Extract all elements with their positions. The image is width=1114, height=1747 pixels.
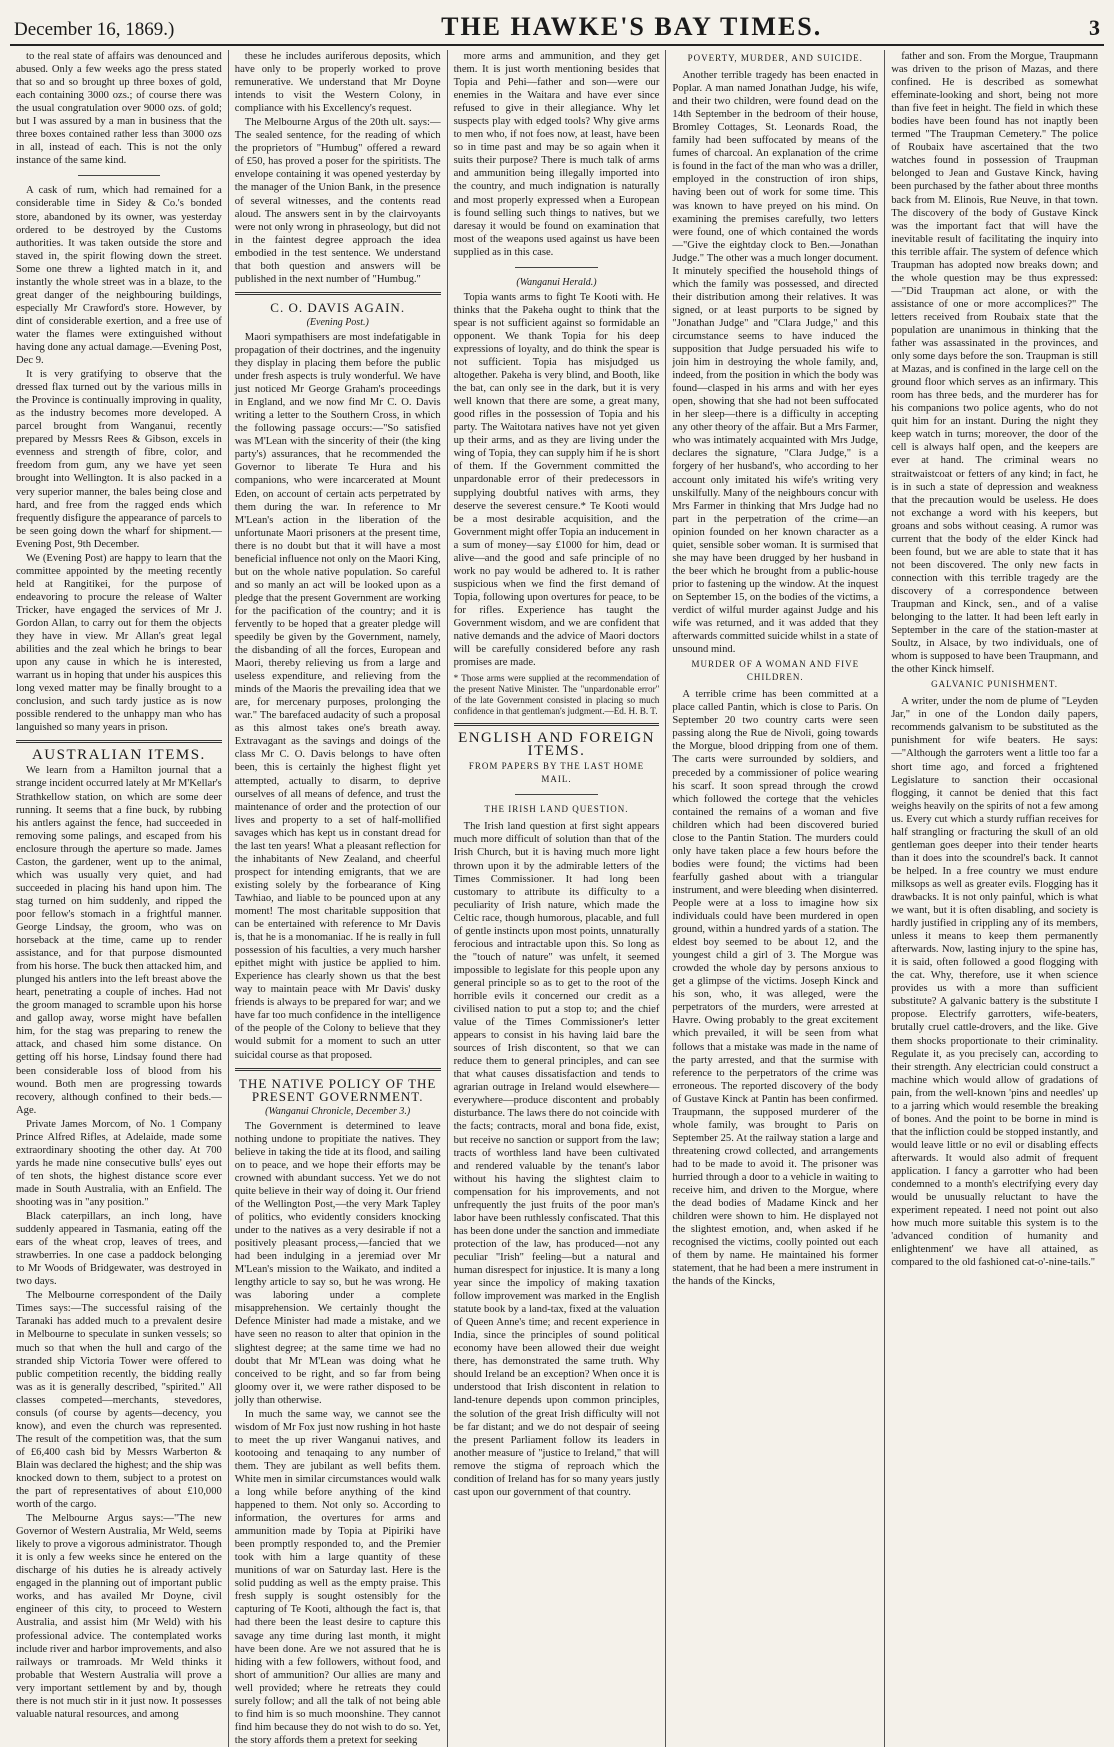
article-paragraph: The Government is determined to leave nothing undone to propitiate the natives. They believe in taking the tide at its flood, and sailing on to peace, and we hope their efforts may be crowned with abundant success. Yet we do not quite believe in their way of doing it. Our friend of the Wellington Post,—the very Mark Tapley of politics, who evidently considers knocking under to the natives as a very desirable if not a positively pleasant process,—fancied that we had been indulging in a jeremiad over Mr M'Lean's mission to the Waikato, and indited a lengthy article to say so, but he was wrong. He was laboring under a complete misapprehension. We certainly thought the Defence Minister had made a mistake, and we have seen no reason to alter that opinion in the slightest degree; at the same time we had no doubt that Mr M'Lean was doing what he conceived to be right, and so far from being gloomy over it, we were rather disposed to be jolly than otherwise.	[234, 1120, 441, 1406]
article-paragraph: Maori sympathisers are most indefatigable in propagation of their doctrines, and the ingenuity they display in placing them before the public under fresh aspects is truly wonderful. We have just noticed Mr George Graham's proceedings in England, and we now find Mr C. O. Davis writing a letter to the Southern Cross, in which the following passage occurs:—"So satisfied was M'Lean with the sincerity of their (the king party's) assurances, that he recommended the Governor to liberate Te Hura and his companions, who were incarcerated at Mount Eden, on account of certain acts perpetrated by them during the war. In reference to Mr M'Lean's action in the liberation of the unfortunate Maori prisoners at the present time, there is no doubt but that it will have a most beneficial influence not only on the Maori King, but on the whole native population. So careful and so manly an act will be looked upon as a pledge that the present Government are working for the pacification of the country; and it is fervently to be hoped that a greater pledge will speedily be given by the Government, namely, the disbanding of all the forces, European and Maori, thereby relieving us from a large and useless expenditure, and relieving from the minds of the Maoris the prevailing idea that we are, for mercenary purposes, prolonging the war." The barefaced audacity of such a proposal as this almost takes one's breath away. Extravagant as the savings and doings of the class Mr C. O. Davis belongs to have often been, this is certainly the highest flight yet attempted, actually to disarm, to deprive ourselves of all means of defence, and trust the maintenance of order and the protection of our lives and property to a set of half-mollified savages which has kept us in constant dread for the last ten years! What a pleasant reflection for the inhabitants of New Zealand, and cheerful prospect for intending emigrants, that we are existing solely by the forbearance of King Tawhiao, and liable to be pounced upon at any moment! The most charitable supposition that can be entertained with reference to Mr Davis is, that he is a monomaniac. If he is really in full possession of his faculties, a very much harsher epithet might with justice be applied to him. Experience has clearly shown us that the best way to maintain peace with Mr Davis' dusky friends is always to be prepared for war; and we have far too much confidence in the intelligence of the people of the Colony to believe that they would submit for a moment to such an utter suicidal course as that proposed.	[234, 331, 441, 1061]
section-subheading: FROM PAPERS BY THE LAST HOME MAIL.	[468, 761, 645, 785]
section-rule	[235, 1068, 441, 1071]
column-5	[885, 50, 1104, 1747]
masthead	[10, 6, 1104, 46]
section-heading: THE NATIVE POLICY OF THE PRESENT GOVERNMENT.	[239, 1075, 437, 1104]
article-paragraph: Private James Morcom, of No. 1 Company Prince Alfred Rifles, at Adelaide, made some extraordinary shooting the other day. At 700 yards he made nine consecutive bulls' eyes out of ten shots, the highest distance score ever made in South Australia, with an Enfield. The shooting was in "any position."	[16, 1118, 222, 1208]
article-paragraph: more arms and ammunition, and they get them. It is just worth mentioning besides that Topia and Pehi—father and son—were our enemies in the Waitara and have ever since refused to give in their allegiance. Why let suspects play with edged tools? Why give arms to men who, if not foes now, at least, have been so in time past and may be so again when it suits their purpose? There is much talk of arms and ammunition being illegally imported into the country, and much indignation is naturally and most properly expressed when a European is found selling such things to natives, but we daresay it would be found on examination that most of the weapons used against us have been supplied as in this case.	[453, 51, 660, 258]
section-rule	[16, 740, 222, 743]
section-rule	[235, 292, 441, 295]
section-divider	[515, 794, 597, 795]
article-paragraph: The Irish land question at first sight appears much more difficult of solution than that of the Irish Church, but it is having much more light thrown upon it by the admirable letters of the Times Commissioner. It had long been customary to attribute its difficulty to a peculiarity of Irish nature, which made the Celtic race, though humorous, placable, and full of gentle instincts upon most points, unnaturally ferocious and intractable upon this. So long as the "touch of nature" was unfelt, it seemed impossible to legislate for this people upon any general principle so as to get to the root of the horrible evils it concerned our credit as a civilised nation to put a stop to; and the chief value of the Times Commissioner's letter appears to consist in his having laid bare the sources of Irish discontent, so that we can reduce them to general principles, and can see that what causes dissatisfaction and tends to agrarian outrage in Ireland would elsewhere—everywhere—produce discontent and probably disturbance. The laws there do not coincide with the facts; contracts, moral and bona fide, exist, but receive no sanction or support from the law; tracts of worthless land have been cultivated and rendered valuable by the tenant's labor without his having the slightest claim to compensation for his improvements, and not unfrequently the just fruits of the poor man's labor have been ruthlessly confiscated. That this has been done under the sanction and immediate protection of the law, has produced—not any peculiar "Irish" feeling—but a natural and human disrespect for injustice. It is many a long year since the impolicy of making taxation follow improvement was marked in the English statute book by a land-tax, fixed at the valuation of Queen Anne's time; and recent experience in India, since the principles of sound political economy have been allowed their due weight there, has demonstrated the same truth. Why should Ireland be an exception? When once it is understood that Irish discontent in relation to land-tenure depends upon common principles, the solution of the great Irish difficulty will not be far distant; and we do not despair of seeing the present Parliament follow its leaders in another measure of "justice to Ireland," that will remove the stigma of reproach which the condition of Ireland has for so many years justly cast upon our government of that country.	[453, 821, 660, 1498]
column-1	[10, 50, 229, 1747]
article-paragraph: In much the same way, we cannot see the wisdom of Mr Fox just now rushing in hot haste to meet the up river Wanganui natives, and kootooing and tenaqaing to any number of them. They are jubilant as well befits them. White men in similar circumstances would walk a long while before anything of the kind happened to them. Not only so. According to information, the overtures for arms and ammunition made by Topia at Pipiriki have been promptly responded to, and the Premier took with him a large quantity of these munitions of war on Saturday last. Here is the solid pudding as well as the empty praise. This fresh supply is sought ostensibly for the capturing of Te Kooti, although the fact is, that had there been the least desire to capture this savage any time during last month, it might have been done. Are we not assured that he is hiding with a few followers, without food, and short of ammunition? Our allies are many and well provided; where he retreats they could surely follow; and all the talk of not being able to find him is so much moonshine. They cannot find him because they do not wish to do so. Yet, the story affords them a pretext for seeking	[234, 1408, 441, 1746]
column-3	[448, 50, 667, 1747]
section-heading: AUSTRALIAN ITEMS.	[31, 747, 206, 764]
article-columns	[10, 50, 1104, 1746]
section-divider	[515, 267, 597, 268]
article-source: (Wanganui Herald.)	[516, 276, 597, 288]
article-paragraph: It is very gratifying to observe that the dressed flax turned out by the various mills in the Province is continually improving in quality, as the industry becomes more developed. A parcel brought from Wanganui, recently prepared by Messrs Rees & Gibson, excels in evenness and strength of fibre, color, and freedom from gum, any we have yet seen brought into Wellington. It is also packed in a very superior manner, the bales being close and hard, and free from the ragged ends which frequently disfigure the appearance of parcels to be seen going down the wharf for shipment.—Evening Post, 9th December.	[16, 369, 222, 550]
article-paragraph: We (Evening Post) are happy to learn that the committee appointed by the meeting recently held at Rangitikei, for the purpose of endeavoring to procure the release of Walter Tricker, have engaged the services of Mr J. Gordon Allan, to carry out for them the objects they have in view. Mr Allan's great legal abilities and the zeal which he brings to bear upon any cause in which he is interested, warrant us in hoping that under his auspices this long vexed matter may be finally brought to a conclusion, and such tardy justice as is now possible rendered to the unhappy man who has languished so many years in prison.	[16, 552, 222, 734]
section-rule	[454, 723, 660, 726]
article-paragraph: The Melbourne Argus says:—"The new Governor of Western Australia, Mr Weld, seems likely to prove a vigorous administrator. Though it is only a few weeks since he entered on the discharge of his duties he is already actively engaged in the planning out of important public works, and has availed Mr Doyne, civil engineer of this city, to proceed to Western Australia, and assist him (Mr Weld) with his professional advice. The contemplated works include river and harbor improvements, and also railways or tramroads. Mr Weld thinks it probable that Western Australia will prove a very important settlement by and by, though there is not much stir in it just now. It possesses valuable natural resources, and among	[16, 1513, 222, 1720]
article-heading: POVERTY, MURDER, AND SUICIDE.	[687, 53, 863, 63]
editor-footnote: * Those arms were supplied at the recommendation of the present Native Minister. The "unpardonable error" of the late Government consisted in placing so much confidence in that gentleman's judgment.—Ed. H. B. T.	[453, 673, 660, 717]
article-source: (Wanganui Chronicle, December 3.)	[265, 1105, 411, 1117]
article-heading: MURDER OF A WOMAN AND FIVE CHILDREN.	[691, 659, 860, 683]
article-heading: THE IRISH LAND QUESTION.	[484, 804, 629, 815]
article-paragraph: A terrible crime has been committed at a place called Pantin, which is close to Paris. On September 20 two country carts were seen passing along the Rue de Nivoli, going towards the Morgue, blood dripping from one of them. The carts were surrounded by soldiers, and preceded by a commissioner of police wearing his scarf. It soon spread through the crowd which followed the cortege that the vehicles contained the remains of a woman and five children which had been discovered buried close to the Pantin Station. The murders could only have taken place a few hours before the bodies were found; the victims had been fearfully gashed about with a triangular instrument, and were bleeding when disinterred. People were at a loss to imagine how six individuals could have been murdered in open ground, within a hundred yards of a station. The eldest boy seemed to be about 12, and the youngest child a girl of 3. The Morgue was crowded the whole day by persons anxious to get a glimpse of the victims. Joseph Kinck and his son, who, it was alleged, were the perpetrators of the murders, were arrested at Havre. Owing probably to the great excitement which prevailed, it will be seen from what follows that a mistake was made in the name of the party arrested, and that the surmise with reference to the perpetrators of the crime was erroneous. The reported discovery of the body of Gustave Kinck at Pantin has been confirmed. Traupmann, the supposed murderer of the whole family, was brought to Paris on September 25. At the railway station a large and threatening crowd collected, and arrangements had to be made to avoid it. The prisoner was hurried through a door to a vehicle in waiting to receive him, and driven to the Morgue, where the dead bodies of Madame Kinck and her children were shown to him. He displayed not the slightest emotion, and, when asked if he recognised the victims, coolly pointed out each of them by name. He maintained his former statement, that he had been a mere instrument in the hands of the Kincks,	[672, 689, 879, 1288]
section-heading: ENGLISH AND FOREIGN ITEMS.	[458, 730, 655, 760]
article-paragraph: Black caterpillars, an inch long, have suddenly appeared in Tasmania, eating off the ears of the wheat crop, leaves of trees, and strawberries. In one case a paddock belonging to Mr Woods of Bridgewater, was destroyed in two days.	[16, 1211, 222, 1288]
column-4	[666, 50, 885, 1747]
article-paragraph: We learn from a Hamilton journal that a strange incident occurred lately at Mr M'Kellar's Strathkellow station, on which are some deer running. It seems that a fine buck, by rubbing his antlers against the fence, had succeeded in removing some palings, and escaped from his enclosure through the aperture so made. James Caston, the gardener, went up to the animal, which was usually very quiet, and had succeeded in placing his hand upon him. The stag turned on him suddenly, and ripped the poor fellow's stomach in a frightful manner. George Lindsay, the groom, who was on horseback at the time, came up to render assistance, and for that purpose dismounted from his horse. The buck then attacked him, and plunged his antlers into the left breast above the heart, penetrating a couple of inches. Had not the groom managed to scramble upon his horse and gallop away, worse might have befallen him, for the stag was preparing to renew the attack, and chased him some distance. On getting off his horse, Lindsay found there had been considerable loss of blood from his wound. Both men are progressing towards recovery, although confined to their beds.—Age.	[16, 765, 222, 1116]
article-source: (Evening Post.)	[306, 316, 369, 328]
article-paragraph: father and son. From the Morgue, Traupmann was driven to the prison of Mazas, and there confined. He is described as somewhat effeminate-looking and short, being not more than five feet in height. The field in which these bodies have been found has not inaptly been termed "The Traupman Cemetery." The police of Roubaix have ascertained that the two watches found in possession of Traupman belonged to Jean and Gustave Kinck, having been purchased by the father about three months back from M. Elinois, Rue Neuve, in that town. The discovery of the body of Gustave Kinck was the important fact that will have the inevitable result of facilitating the inquiry into this terrible affair. The system of defence which Traupman has adopted now breaks down; and the whole question may be thus expressed:—"Did Traupman act alone, or with the assistance of one or more accomplices?" The letters received from Roubaix state that the population are unanimous in thinking that the father was assassinated in the provinces, and only some days before the son. Traupman is still at Mazas, and is confined in the large cell on the ground floor which serves as an infirmary. This room has three beds, and the murderer has for his companions two police agents, who do not quit him for an instant. During the night they keep watch in turns; moreover, the door of the cell is always half open, and the keepers are ever at hand. The criminal wears no straitwaistcoat or fetters of any kind; in fact, he is in such a state of depression and weakness that the precaution would be useless. He does not exchange a word with his keepers, but groans and sobs without ceasing. A rumor was current that the body of the elder Kinck had been found, but we are able to state that it has not been discovered. The only new facts in connection with this terrible tragedy are the discovery of a correspondence between Traupman and Kinck, sen., and of a valise belonging to the latter. It had been left early in September in the care of the station-master at Soultz, in Alsace, by two individuals, one of whom is supposed to have been Traupmann, and the other Kinck himself.	[891, 51, 1098, 676]
article-paragraph: The Melbourne Argus of the 20th ult. says:—The sealed sentence, for the reading of which the proprietors of "Humbug" offered a reward of £50, has proved a poser for the spiritists. The envelope containing it was opened yesterday by the manager of the Union Bank, in the presence of several witnesses, and the contents read aloud. The answers sent in by the clairvoyants were not only wrong in phraseology, but did not in the faintest degree approach the idea embodied in the test sentence. We understand that both question and answers will be published in the next number of "Humbug."	[234, 117, 441, 285]
article-paragraph: to the real state of affairs was denounced and abused. Only a few weeks ago the press stated that so and so brought up three boxes of gold, each containing 3000 ozs.; of course there was the usual congratulation over 9000 ozs. of gold; but I was assured by a man in business that the three boxes contained rather less than 3000 ozs in all, instead of each. This is not the only instance of the same kind.	[16, 51, 222, 167]
section-divider	[78, 175, 160, 176]
issue-date: December 16, 1869.)	[14, 19, 175, 40]
section-heading: C. O. DAVIS AGAIN.	[270, 299, 406, 315]
article-heading: GALVANIC PUNISHMENT.	[931, 679, 1059, 690]
newspaper-title: THE HAWKE'S BAY TIMES.	[441, 12, 823, 41]
article-paragraph: these he includes auriferous deposits, which have only to be properly worked to prove remunerative. We understand that Mr Doyne intends to visit the Western Colony, in compliance with his Excellency's request.	[234, 51, 441, 115]
article-paragraph: The Melbourne correspondent of the Daily Times says:—The successful raising of the Taranaki has added much to a prevalent desire in Melbourne to speculate in sunken vessels; so much so that when the hull and cargo of the stranded ship Victoria Tower were offered to public competition recently, the bidding really was as it is generally described, "spirited." All classes competed—merchants, stevedores, consuls (of course by agents—decency, you know), and even the church was represented. The result of the competition was, that the sum of £6,400 cash bid by Messrs Warberton & Blain was declared the highest; and the ship was knocked down to them, subject to a protest on the part of representatives of about £10,000 worth of the cargo.	[16, 1290, 222, 1511]
article-paragraph: Another terrible tragedy has been enacted in Poplar. A man named Jonathan Judge, his wife, and their two children, were found dead on the 14th September in the bedroom of their house, Bromley Cottages, St. Leonards Road, the family had been suffocated by means of the fumes of charcoal. An explanation of the crime is found in the fact of the man who was a driller, employed in the construction of iron ships, having been out of work for some time. This was known to have preyed on his mind. On examining the premises carefully, two letters were found, one of which contained the words—"Give the eightday clock to Ben.—Jonathan Judge." The other was a much longer document. It minutely specified the household things of which the family was possessed, and directed their distribution among their relatives. It was signed, or at least purports to be signed by "Jonathan Judge" and "Clara Judge," and this circumstance seems to have induced the supposition that Judge persuaded his wife to join him in destroying the whole family, and, indeed, from the position in which the body was found—clasped in his arms and with her eyes open, showing that she had not been suffocated in her sleep—there is a difficulty in accepting any other theory of the affair. But a Mrs Farmer, who was intimately acquainted with Mrs Judge, declares the signature, "Clara Judge," is a forgery of her husband's, who according to her account only imitated his wife's writing very unskilfully. Many of the neighbours concur with Mrs Farmer in thinking that Mrs Judge had no part in the perpetration of the crime—an opinion founded on her known character as a quiet, sensible sober woman. It is surmised that she may have been drugged by her husband in the beer which he brought from a public-house prior to fastening up the window. At the inquest on September 15, on the bodies of the victims, a verdict of wilful murder against Judge and his wife was returned, and it was added that they afterwards committed suicide whilst in a state of unsound mind.	[672, 70, 879, 656]
page-number: 3	[1088, 15, 1100, 40]
column-2	[229, 50, 448, 1747]
article-paragraph: Topia wants arms to fight Te Kooti with. He thinks that the Pakeha ought to think that the spear is not sufficient against so formidable an opponent. We thank Topia for his deep expressions of loyalty, and do think the spear is not sufficient. Topia has misjudged us altogether. Pakeha is very blind, and Booth, like the bat, can only see in the dark, but it is very well known that there are some, a great many, good rifles in the possession of Topia and his party. The Waitotara natives have not yet given up their arms, and as they are living under the wing of Topia, they can supply him if he is short of them. If the Government committed the unpardonable error of their predecessors in supplying doubtful natives with arms, they deserve the severest censure.* Te Kooti would be a most desirable acquisition, and the Government might offer Topia an inducement in a sum of money—say £1000 for him, dead or alive—and the good and safe principle of no work no pay would be adhered to. It is rather suspicious when we find the first demand of Topia, following upon overtures for peace, to be for rifles. Experience has taught the Government wisdom, and we are confident that native demands and the advice of Maori doctors will be carefully considered before any rash promises are made.	[453, 291, 660, 669]
article-paragraph: A cask of rum, which had remained for a considerable time in Sidey & Co.'s bonded store, abandoned by its owner, was yesterday ordered to be destroyed by the Customs authorities. It was taken outside the store and staved in, the spirit flowing down the street. Some one threw a lighted match in it, and instantly the whole street was in a blaze, to the great danger of the neighbouring buildings, especially Mr Crawford's store. However, by dint of considerable exertion, and a free use of water the flames were extinguished without having done any actual damage.—Evening Post, Dec 9.	[16, 185, 222, 367]
article-paragraph: A writer, under the nom de plume of "Leyden Jar," in one of the London daily papers, recommends galvanism to be substituted as the punishment for wife beaters. He says:—"Although the garroters went a little too far a short time ago, and forced a frightened Legislature to sanction their occasional flogging, it cannot be denied that this fact weighs heavily on the spirits of not a few among us. Every cut which a sturdy ruffian receives for half strangling or fracturing the skull of an old gentleman goes deeper into their tender hearts than it does into the scoundrel's back. It cannot be helped. In a free country we must endure milksops as well as greater evils. Flogging has it drawbacks. It is not only painful, which is what we want, but it is often disabling, and society is hardly justified in crippling any of its members, unless it means to keep them permanently afterwards. Now, lasting injury to the spine has, it is said, often followed a good flogging with the cat. Why, therefore, use it when science provides us with a more than sufficient substitute? A galvanic battery is the substitute I propose. Electrify garrotters, wife-beaters, brutally cruel cattle-drovers, and the like. Give them shocks proportionate to their criminality. Regulate it, as you precisely can, according to their strength. Any electrician could construct a machine which would allow of gradations of pain, from the well-known 'pins and needles' up to a jarring which would resemble the breaking of bones. And the point to be borne in mind is that the infliction could be stopped instantly, and would leave little or no evil or disabling effects afterwards. It would also admit of frequent application. I fancy a garrotter who had been condemned to a month's electrifying every day would be unusually reluctant to have the experiment repeated. I need not point out also how much more suitable this system is to the 'advanced condition of humanity and enlightenment' we have all attained, as compared to the old fashioned cat-o'-nine-tails."	[891, 696, 1098, 1269]
